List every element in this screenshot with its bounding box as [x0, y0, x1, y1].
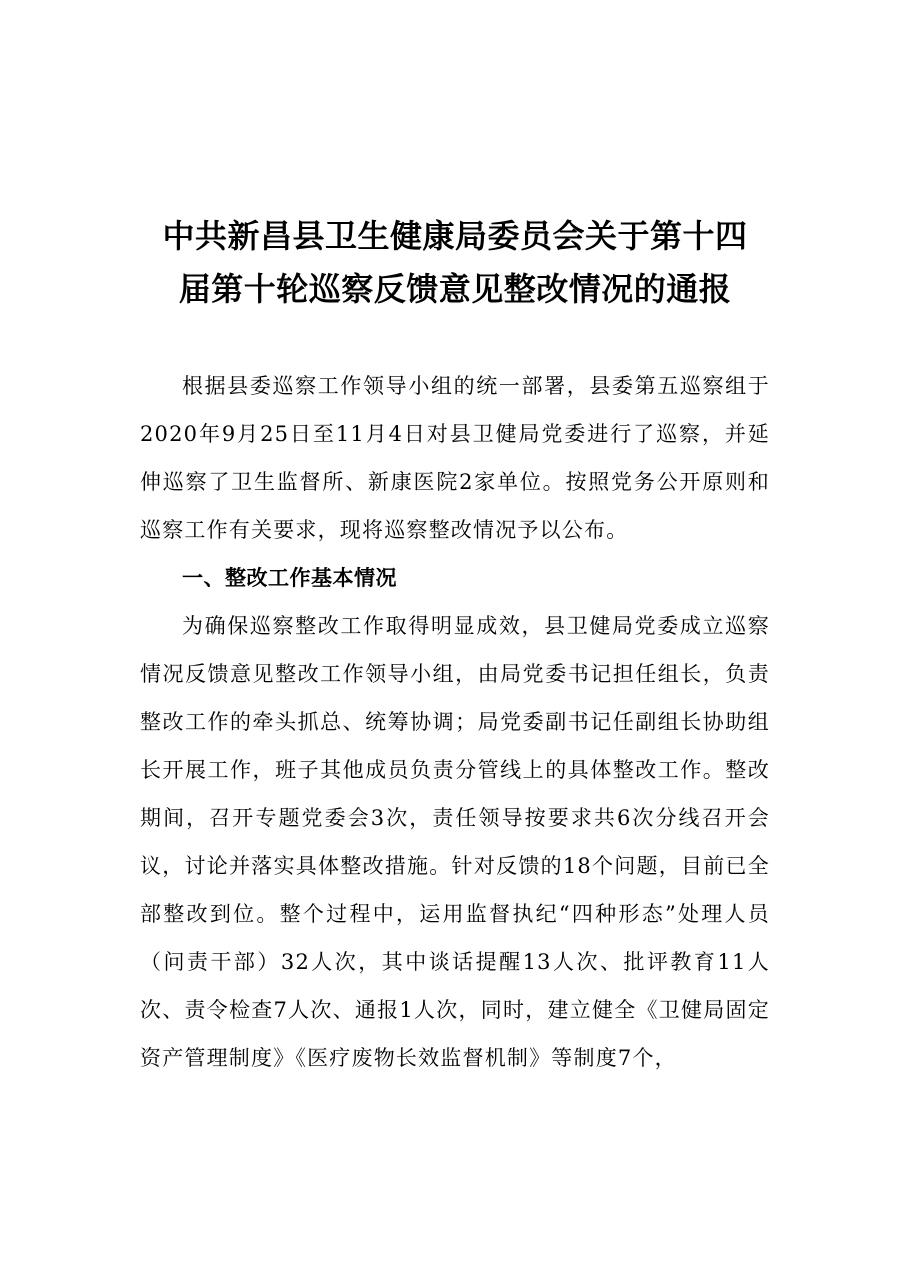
document-title [140, 210, 770, 316]
title-line-2: 届第十轮巡察反馈意见整改情况的通报 [178, 270, 732, 308]
intro-paragraph: 根据县委巡察工作领导小组的统一部署，县委第五巡察组于2020年9月25日至11月4日对县卫健局党委进行了巡察，并延伸巡察了卫生监督所、新康医院2家单位。按照党务公开原则和巡察工作有关要求，现将巡察整改情况予以公布。 [140, 374, 770, 542]
section-1-paragraph: 为确保巡察整改工作取得明显成效，县卫健局党委成立巡察情况反馈意见整改工作领导小组，由局党委书记担任组长，负责整改工作的牵头抓总、统筹协调；局党委副书记任副组长协助组长开展工作，班子其他成员负责分管线上的具体整改工作。整改期间，召开专题党委会3次，责任领导按要求共6次分线召开会议，讨论并落实具体整改措施。针对反馈的18个问题，目前已全部整改到位。整个过程中，运用监督执纪“四种形态”处理人员（问责干部）32人次，其中谈话提醒13人次、批评教育11人次、责令检查7人次、通报1人次，同时，建立健全《卫健局固定资产管理制度》《医疗废物长效监督机制》等制度7个， [140, 614, 770, 1070]
document-body [140, 362, 770, 1082]
title-line-1: 中共新昌县卫生健康局委员会关于第十四 [162, 217, 748, 255]
section-heading-1: 一、整改工作基本情况 [182, 566, 397, 590]
